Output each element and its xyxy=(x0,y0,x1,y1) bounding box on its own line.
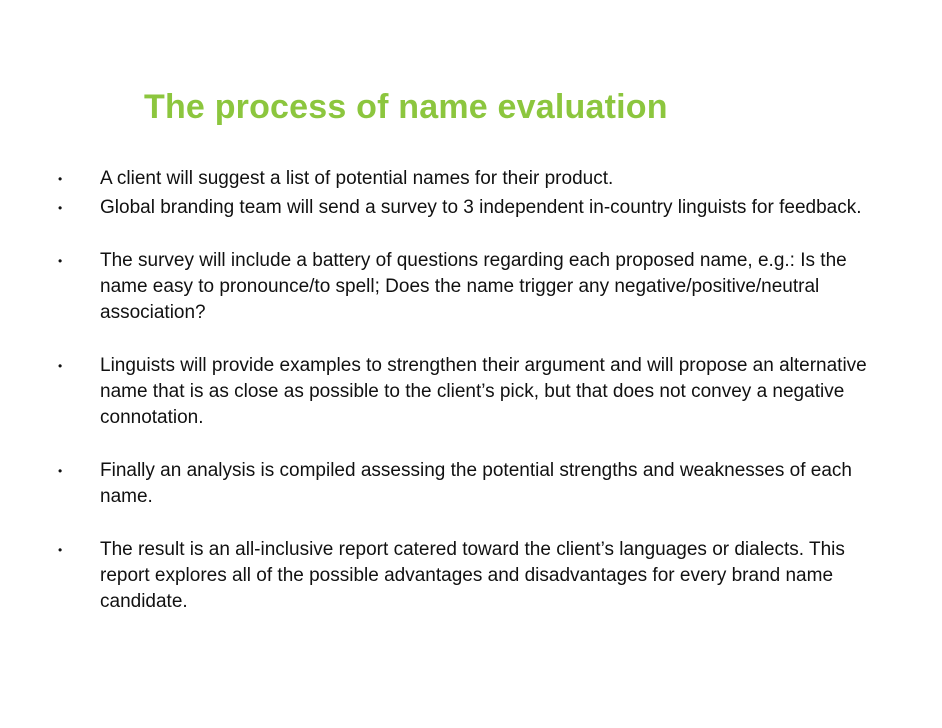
bullet-icon: • xyxy=(58,201,63,215)
bullet-icon: • xyxy=(58,172,63,186)
bullet-text: Global branding team will send a survey to 3 independent in-country linguists for feedback. xyxy=(100,197,862,218)
bullet-icon: • xyxy=(58,464,63,478)
bullet-item xyxy=(0,353,942,431)
bullet-item xyxy=(0,537,942,615)
bullet-text: The survey will include a battery of questions regarding each proposed name, e.g.: Is the name easy to pronounce/to spell; Does the name trigger any negative/positive/neutral association? xyxy=(100,250,847,323)
bullet-item xyxy=(0,166,942,192)
bullet-icon: • xyxy=(58,543,63,557)
bullet-item xyxy=(0,458,942,510)
bullet-icon: • xyxy=(58,254,63,268)
bullet-text: Finally an analysis is compiled assessing the potential strengths and weaknesses of each name. xyxy=(100,460,852,507)
bullet-icon: • xyxy=(58,359,63,373)
slide-title: The process of name evaluation xyxy=(144,88,668,126)
bullet-text: The result is an all-inclusive report catered toward the client’s languages or dialects. This report explores all of the possible advantages and disadvantages for every brand name candidate. xyxy=(100,539,845,612)
bullet-text: Linguists will provide examples to strengthen their argument and will propose an alternative name that is as close as possible to the client’s pick, but that does not convey a negative connotation. xyxy=(100,355,867,428)
bullet-text: A client will suggest a list of potential names for their product. xyxy=(100,168,614,189)
bullet-item xyxy=(0,195,942,221)
bullet-item xyxy=(0,248,942,326)
bullet-list xyxy=(0,166,942,615)
